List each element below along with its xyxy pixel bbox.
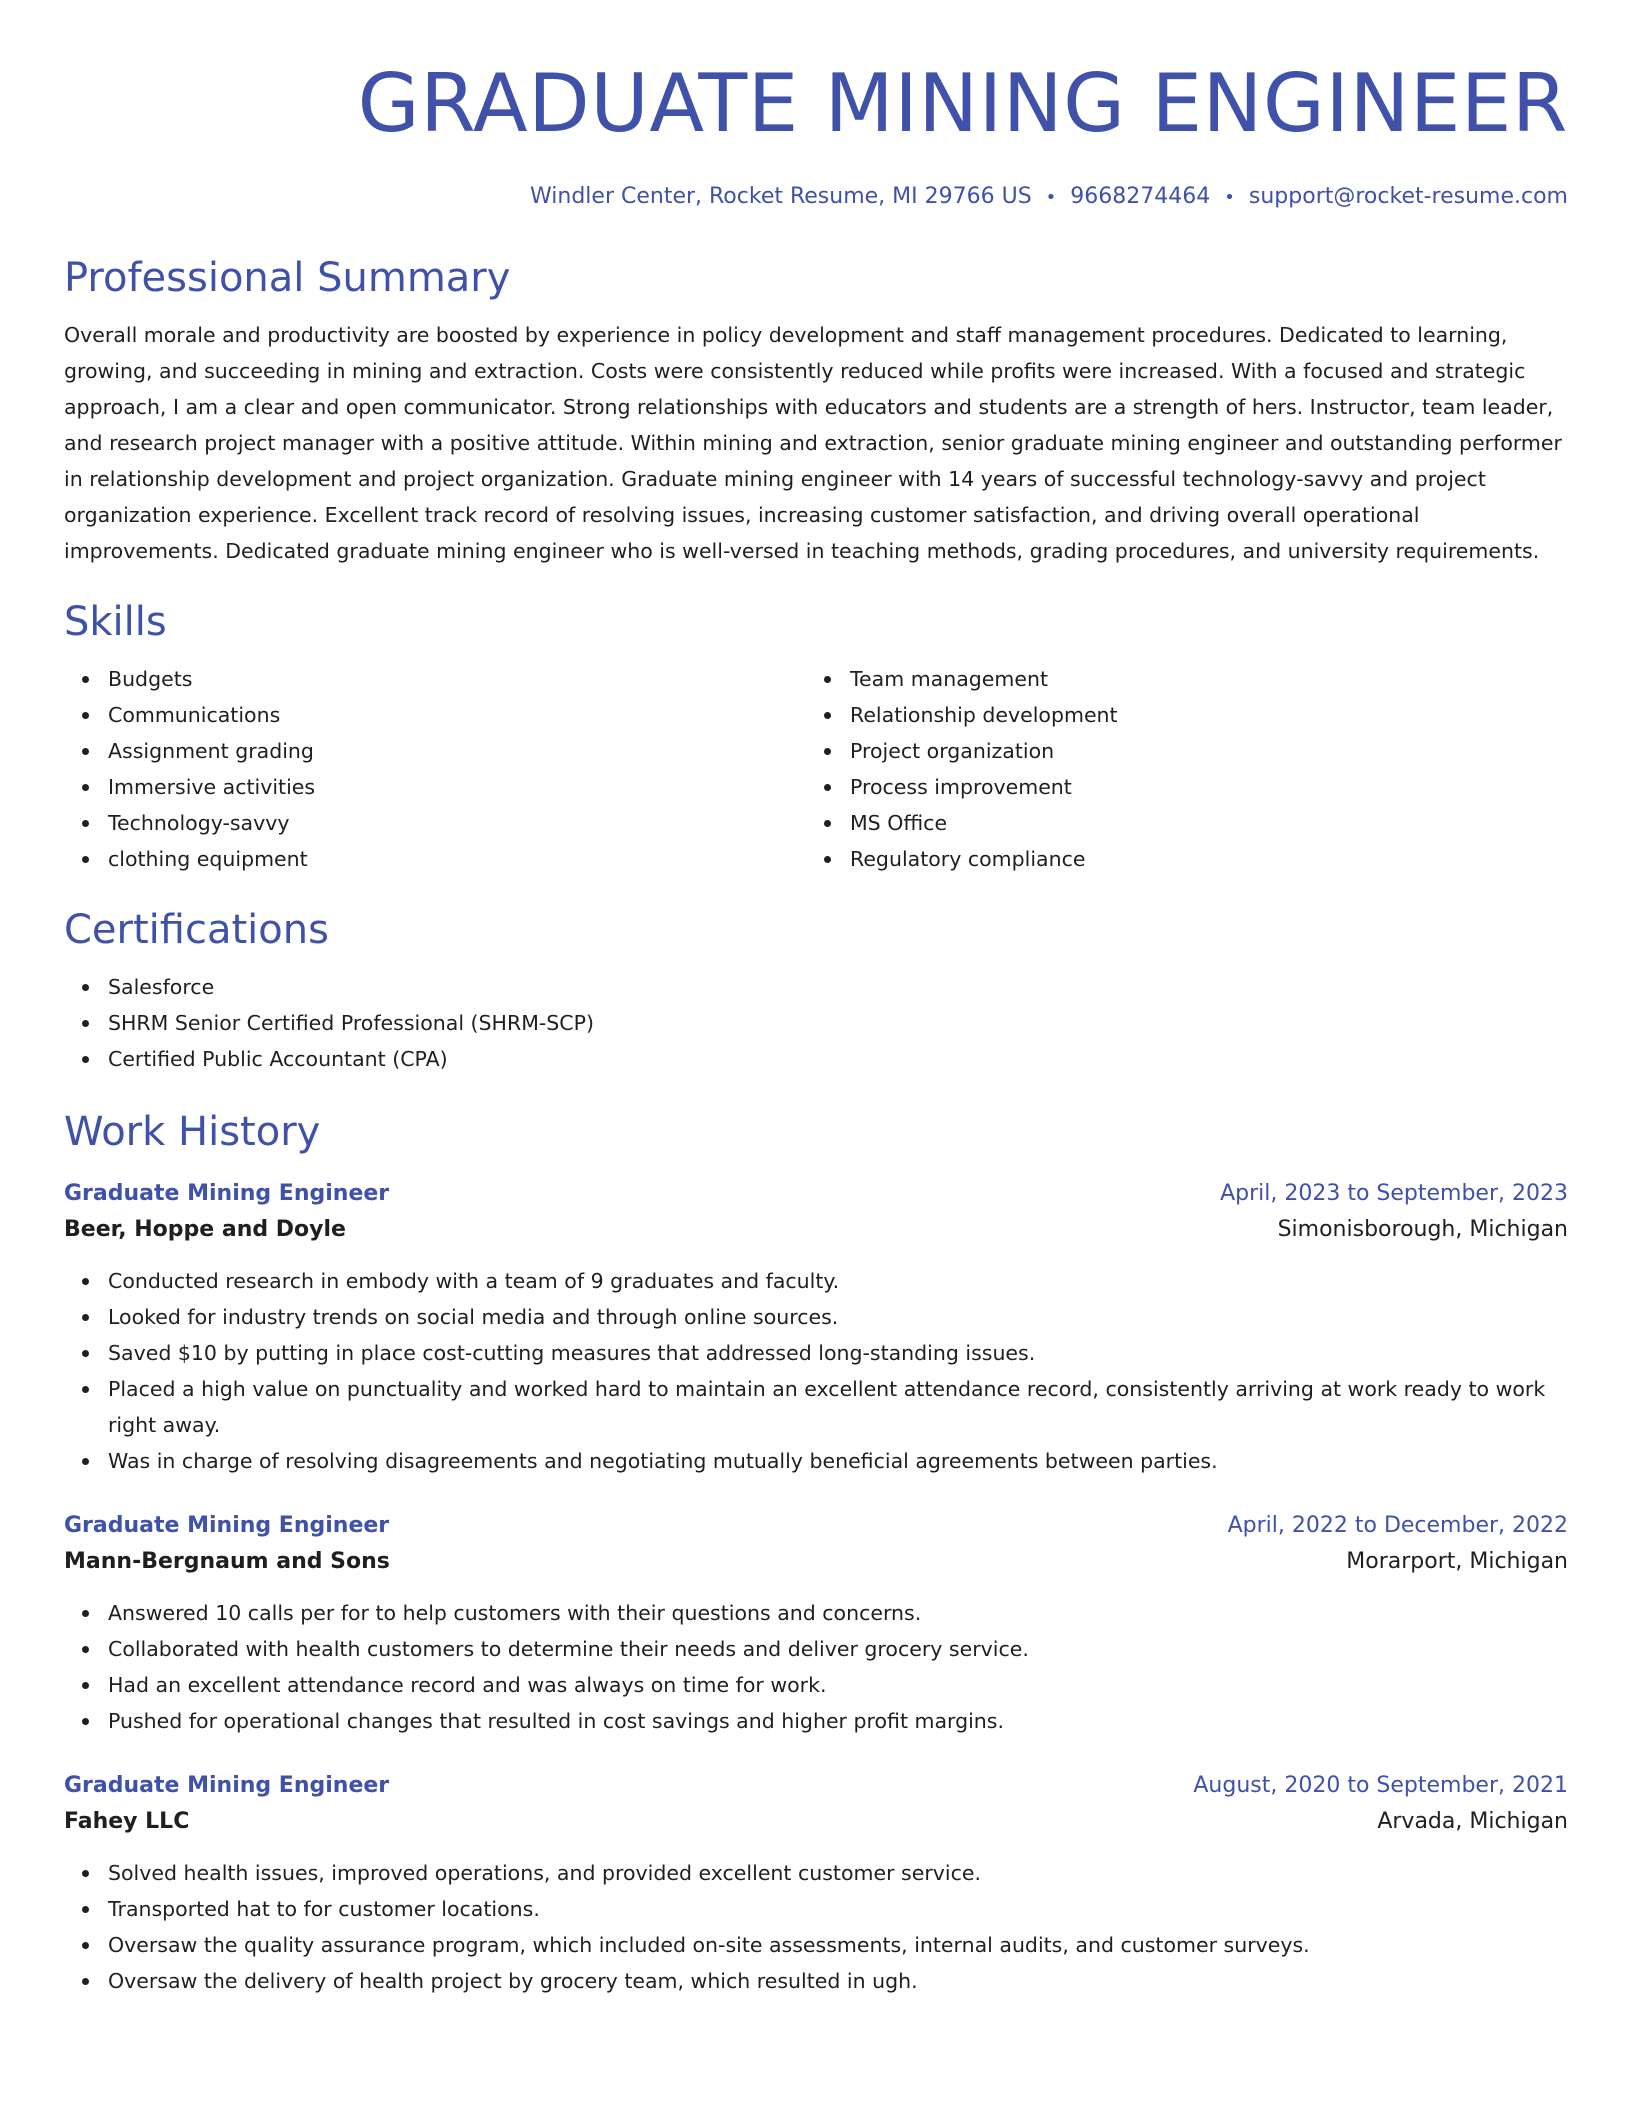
certification-item: Certified Public Accountant (CPA) (108, 1041, 1568, 1077)
skill-item: Regulatory compliance (850, 841, 1548, 877)
job-bullet: Saved $10 by putting in place cost-cutting measures that addressed long-standing issues. (108, 1335, 1568, 1371)
skill-item: MS Office (850, 805, 1548, 841)
job-bullets (64, 1855, 1568, 1999)
job-bullet: Transported hat to for customer locations. (108, 1891, 1568, 1927)
job-company-row (64, 1543, 1568, 1581)
certifications-heading: Certifications (64, 907, 329, 953)
summary-heading: Professional Summary (64, 255, 511, 301)
job-dates: August, 2020 to September, 2021 (1193, 1773, 1568, 1798)
job-location: Morarport, Michigan (1346, 1549, 1568, 1574)
job-location: Simonisborough, Michigan (1277, 1217, 1568, 1242)
candidate-name: GRADUATE MINING ENGINEER (357, 57, 1568, 150)
job-bullet: Collaborated with health customers to determine their needs and deliver grocery service. (108, 1631, 1568, 1667)
skill-item: Assignment grading (108, 733, 806, 769)
skill-item: Communications (108, 697, 806, 733)
skills-column-left (64, 661, 806, 877)
skill-item: Budgets (108, 661, 806, 697)
job-company-row (64, 1803, 1568, 1841)
contact-separator: • (1045, 187, 1057, 208)
job-bullet: Looked for industry trends on social media and through online sources. (108, 1299, 1568, 1335)
job-bullet: Had an excellent attendance record and was always on time for work. (108, 1667, 1568, 1703)
skill-item: Team management (850, 661, 1548, 697)
phone-text: 9668274464 (1070, 184, 1211, 209)
skill-item: Immersive activities (108, 769, 806, 805)
job-title: Graduate Mining Engineer (64, 1773, 390, 1798)
job-title: Graduate Mining Engineer (64, 1181, 390, 1206)
job-entry (64, 1509, 1568, 1739)
work-history-heading: Work History (64, 1109, 321, 1155)
skills-heading: Skills (64, 599, 167, 645)
job-bullets (64, 1595, 1568, 1739)
skill-item: Relationship development (850, 697, 1548, 733)
contact-line (64, 182, 1568, 213)
skill-item: Process improvement (850, 769, 1548, 805)
skills-list (64, 661, 1568, 877)
job-bullet: Oversaw the delivery of health project by grocery team, which resulted in ugh. (108, 1963, 1568, 1999)
job-entry (64, 1769, 1568, 1999)
job-company-row (64, 1211, 1568, 1249)
job-entry (64, 1177, 1568, 1479)
job-bullet: Conducted research in embody with a team of 9 graduates and faculty. (108, 1263, 1568, 1299)
certification-item: SHRM Senior Certified Professional (SHRM-SCP) (108, 1005, 1568, 1041)
email-link[interactable]: support@rocket-resume.com (1248, 184, 1568, 209)
job-header-row (64, 1177, 1568, 1211)
certification-item: Salesforce (108, 969, 1568, 1005)
skills-column-right (806, 661, 1548, 877)
skill-item: clothing equipment (108, 841, 806, 877)
job-company: Fahey LLC (64, 1809, 190, 1834)
resume-page (64, 0, 1568, 1999)
job-dates: April, 2023 to September, 2023 (1220, 1181, 1568, 1206)
certifications-list (64, 969, 1568, 1077)
job-title: Graduate Mining Engineer (64, 1513, 390, 1538)
job-bullet: Placed a high value on punctuality and worked hard to maintain an excellent attendance record, consistently arriving at work ready to work right away. (108, 1371, 1568, 1443)
job-bullets (64, 1263, 1568, 1479)
job-bullet: Oversaw the quality assurance program, which included on-site assessments, internal audits, and customer surveys. (108, 1927, 1568, 1963)
summary-text: Overall morale and productivity are boosted by experience in policy development and staff management procedures. Dedicated to learning, growing, and succeeding in mining and extraction. Costs were consistently reduced while profits were increased. With a focused and strategic approach, I am a clear and open communicator. Strong relationships with educators and students are a strength of hers. Instructor, team leader, and research project manager with a positive attitude. Within mining and extraction, senior graduate mining engineer and outstanding performer in relationship development and project organization. Graduate mining engineer with 14 years of successful technology-savvy and project organization experience. Excellent track record of resolving issues, increasing customer satisfaction, and driving overall operational improvements. Dedicated graduate mining engineer who is well-versed in teaching methods, grading procedures, and university requirements. (64, 323, 1562, 563)
address-text: Windler Center, Rocket Resume, MI 29766 US (530, 184, 1032, 209)
skill-item: Project organization (850, 733, 1548, 769)
job-header-row (64, 1769, 1568, 1803)
job-bullet: Answered 10 calls per for to help customers with their questions and concerns. (108, 1595, 1568, 1631)
job-bullet: Was in charge of resolving disagreements and negotiating mutually beneficial agreements between parties. (108, 1443, 1568, 1479)
job-company: Mann-Bergnaum and Sons (64, 1549, 390, 1574)
job-bullet: Pushed for operational changes that resulted in cost savings and higher profit margins. (108, 1703, 1568, 1739)
job-company: Beer, Hoppe and Doyle (64, 1217, 346, 1242)
job-bullet: Solved health issues, improved operations, and provided excellent customer service. (108, 1855, 1568, 1891)
job-dates: April, 2022 to December, 2022 (1227, 1513, 1568, 1538)
skill-item: Technology-savvy (108, 805, 806, 841)
job-header-row (64, 1509, 1568, 1543)
job-location: Arvada, Michigan (1377, 1809, 1568, 1834)
contact-separator: • (1224, 187, 1235, 208)
